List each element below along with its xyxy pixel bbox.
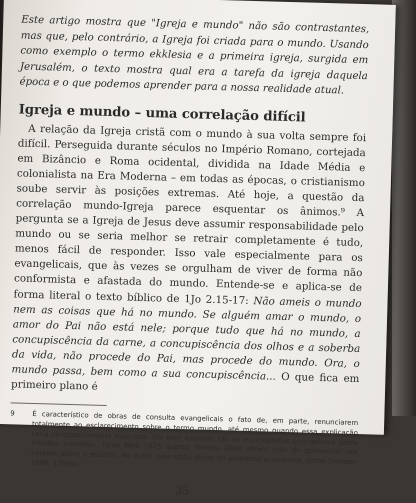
page-number: 35 (175, 484, 190, 498)
book-edge (392, 0, 416, 416)
footnote (9, 410, 358, 478)
section-heading: Igreja e mundo – uma correlação difícil (18, 101, 306, 125)
body-ending-text: ... O que fica em primeiro plano é (10, 370, 360, 393)
bible-quote: Não ameis o mundo nem as coisas que há no mundo. Se alguém amar o mundo, o amor do Pai não está nele; porque tudo que há no mundo, a concupiscência da carne, a concupiscência dos olhos e a soberba da vida, não procede do Pai, mas procede do mundo. Ora, o mundo passa, bem como a sua concupiscência (11, 294, 362, 383)
page-content (8, 12, 369, 502)
footnote-text: É característico de obras de consulta evangelicais o fato de, em parte, renunciarem totalmente ao esclarecimento sobre o termo mundo, até mesmo quando essa explicação seria obrigatoriamente esperada. Um bom exemplo são as enciclopédias evangelicais sobre missões mundiais. Tanto Neill 1975 quanto Moreau 2000 abrem mão de apresentar um verbete sobre o assunto. No outro lado estão obras do ambiente ecumênico, como Drehsen 1988: 1356ss. (30, 410, 359, 469)
footnote-number: 9 (10, 409, 15, 418)
intro-paragraph: Este artigo mostra que "Igreja e mundo" não são contrastantes, mas que, pelo contrário, a Igreja foi criada para o mundo. Usando como exemplo o termo ekklesia e a primeira igreja, surgida em Jerusalém, o texto mostra qual era a tarefa da igreja daquela época e o que podemos aprender para a nossa realidade atual. (19, 14, 370, 97)
body-paragraph (11, 121, 366, 402)
body-regular-text: A relação da Igreja cristã com o mundo à sua volta sempre foi difícil. Perseguida durante séculos no Império Romano, cortejada em Bizâncio e Roma ocidental, dividida na Idade Média e colonialista na Era Moderna – em todas as épocas, o cristianismo soube servir às posições extremas. Até hoje, a questão da correlação mundo-Igreja parece esquentar os ânimos.⁹ A pergunta se a Igreja de Jesus deve assumir responsabilidade pelo mundo ou se seria melhor se retrair completamente é tudo, menos fácil de responder. Isso vale especialmente para os evangelicais, que às vezes se orgulham de viver de forma não conformista e afastada do mundo. Entende-se e aplica-se de forma literal o texto bíblico de 1Jo 2.15-17: (13, 122, 367, 307)
footnote-rule (11, 403, 107, 407)
